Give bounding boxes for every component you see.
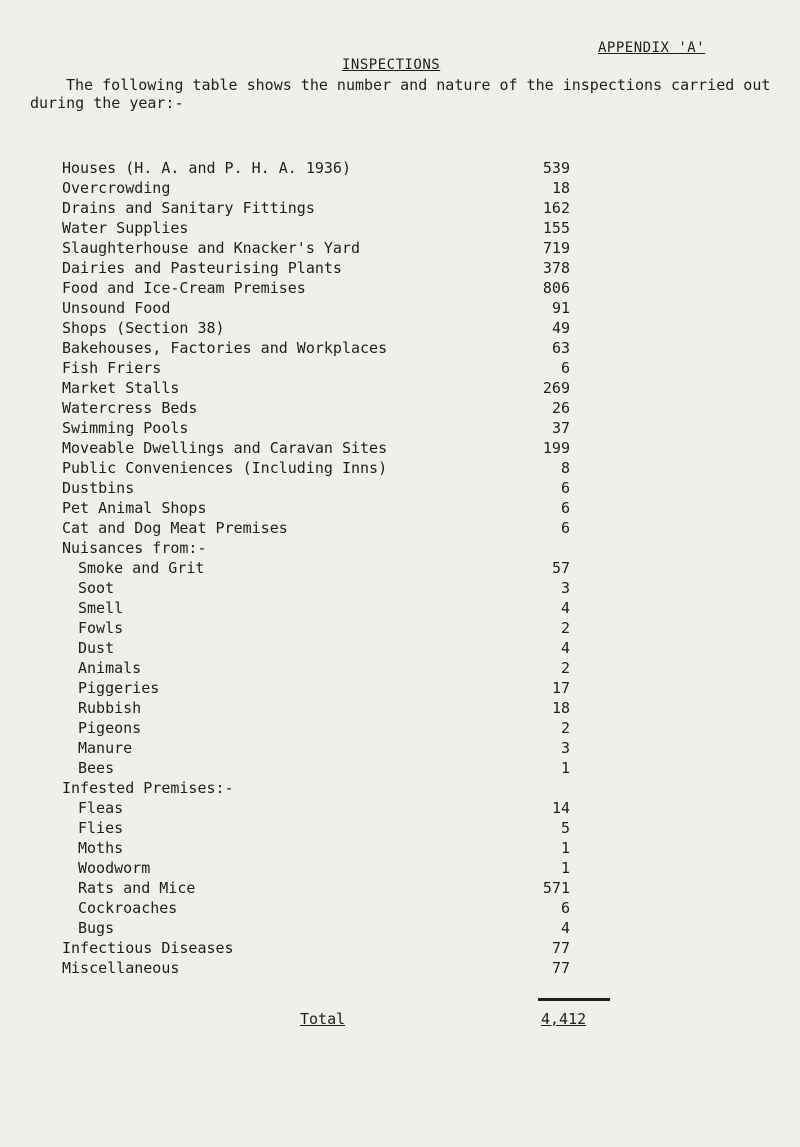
row-value: 1 (560, 839, 570, 857)
row-value: 162 (542, 199, 570, 217)
row-label: Slaughterhouse and Knacker's Yard (62, 239, 361, 257)
table-row (0, 218, 800, 238)
row-label: Smoke and Grit (78, 559, 205, 577)
row-value: 49 (551, 319, 570, 337)
row-label: Public Conveniences (Including Inns) (62, 459, 388, 477)
table-row (0, 738, 800, 758)
row-label: Rubbish (78, 699, 142, 717)
table-row (0, 238, 800, 258)
appendix-heading: APPENDIX 'A' (598, 40, 706, 56)
table-row (0, 358, 800, 378)
row-label: Food and Ice-Cream Premises (62, 279, 306, 297)
row-label: Dust (78, 639, 115, 657)
table-row (0, 778, 800, 798)
row-label: Fleas (78, 799, 124, 817)
inspections-table (0, 158, 800, 978)
table-row (0, 518, 800, 538)
table-row (0, 658, 800, 678)
row-value: 3 (560, 739, 570, 757)
row-value: 571 (542, 879, 570, 897)
row-value: 6 (560, 899, 570, 917)
row-value: 5 (560, 819, 570, 837)
table-row (0, 458, 800, 478)
row-label: Flies (78, 819, 124, 837)
row-value: 2 (560, 719, 570, 737)
row-value: 26 (551, 399, 570, 417)
row-label: Piggeries (78, 679, 160, 697)
row-label: Manure (78, 739, 133, 757)
row-value: 269 (542, 379, 570, 397)
row-value: 155 (542, 219, 570, 237)
row-label: Infectious Diseases (62, 939, 234, 957)
table-row (0, 798, 800, 818)
table-row (0, 378, 800, 398)
row-label: Water Supplies (62, 219, 189, 237)
table-row (0, 338, 800, 358)
table-row (0, 418, 800, 438)
table-row (0, 278, 800, 298)
row-value: 6 (560, 359, 570, 377)
table-row (0, 818, 800, 838)
table-row (0, 158, 800, 178)
row-label: Shops (Section 38) (62, 319, 225, 337)
row-label: Soot (78, 579, 115, 597)
row-value: 4 (560, 919, 570, 937)
row-value: 719 (542, 239, 570, 257)
table-row (0, 478, 800, 498)
row-value: 199 (542, 439, 570, 457)
row-value: 37 (551, 419, 570, 437)
row-value: 17 (551, 679, 570, 697)
row-label: Fowls (78, 619, 124, 637)
row-value: 77 (551, 939, 570, 957)
row-value: 8 (560, 459, 570, 477)
row-label: Cockroaches (78, 899, 178, 917)
total-label: Total (300, 1010, 346, 1028)
table-row (0, 538, 800, 558)
page-title: INSPECTIONS (342, 57, 441, 73)
row-label: Smell (78, 599, 124, 617)
row-value: 2 (560, 619, 570, 637)
row-label: Market Stalls (62, 379, 180, 397)
row-label: Houses (H. A. and P. H. A. 1936) (62, 159, 351, 177)
table-row (0, 958, 800, 978)
row-label: Pet Animal Shops (62, 499, 207, 517)
table-row (0, 318, 800, 338)
table-row (0, 898, 800, 918)
table-row (0, 198, 800, 218)
row-value: 1 (560, 859, 570, 877)
table-row (0, 638, 800, 658)
table-row (0, 558, 800, 578)
table-row (0, 838, 800, 858)
row-value: 14 (551, 799, 570, 817)
row-label: Infested Premises:- (62, 779, 234, 797)
row-value: 4 (560, 599, 570, 617)
row-label: Miscellaneous (62, 959, 180, 977)
row-value: 57 (551, 559, 570, 577)
row-value: 4 (560, 639, 570, 657)
row-label: Animals (78, 659, 142, 677)
total-value: 4,412 (541, 1010, 587, 1028)
row-label: Woodworm (78, 859, 151, 877)
table-row (0, 178, 800, 198)
row-label: Dustbins (62, 479, 135, 497)
table-row (0, 878, 800, 898)
row-value: 63 (551, 339, 570, 357)
table-row (0, 258, 800, 278)
row-label: Bugs (78, 919, 115, 937)
table-row (0, 598, 800, 618)
row-label: Rats and Mice (78, 879, 196, 897)
row-value: 6 (560, 499, 570, 517)
row-value: 77 (551, 959, 570, 977)
row-label: Moveable Dwellings and Caravan Sites (62, 439, 388, 457)
table-row (0, 938, 800, 958)
table-row (0, 698, 800, 718)
row-value: 3 (560, 579, 570, 597)
row-label: Drains and Sanitary Fittings (62, 199, 315, 217)
row-label: Moths (78, 839, 124, 857)
table-row (0, 398, 800, 418)
row-label: Pigeons (78, 719, 142, 737)
intro-paragraph: The following table shows the number and nature of the inspections carried out during the year:- (30, 76, 771, 112)
row-value: 6 (560, 519, 570, 537)
row-label: Swimming Pools (62, 419, 189, 437)
row-value: 806 (542, 279, 570, 297)
table-row (0, 718, 800, 738)
row-value: 91 (551, 299, 570, 317)
table-row (0, 678, 800, 698)
row-label: Dairies and Pasteurising Plants (62, 259, 342, 277)
table-row (0, 858, 800, 878)
row-label: Cat and Dog Meat Premises (62, 519, 288, 537)
table-row (0, 918, 800, 938)
row-label: Bees (78, 759, 115, 777)
table-row (0, 298, 800, 318)
row-label: Overcrowding (62, 179, 171, 197)
total-rule (538, 998, 610, 1001)
row-value: 539 (542, 159, 570, 177)
table-row (0, 618, 800, 638)
row-value: 2 (560, 659, 570, 677)
row-label: Bakehouses, Factories and Workplaces (62, 339, 388, 357)
table-row (0, 758, 800, 778)
row-label: Nuisances from:- (62, 539, 207, 557)
row-value: 378 (542, 259, 570, 277)
row-label: Fish Friers (62, 359, 162, 377)
table-row (0, 578, 800, 598)
table-row (0, 498, 800, 518)
row-value: 18 (551, 179, 570, 197)
row-label: Unsound Food (62, 299, 171, 317)
table-row (0, 438, 800, 458)
row-value: 6 (560, 479, 570, 497)
row-value: 18 (551, 699, 570, 717)
row-value: 1 (560, 759, 570, 777)
row-label: Watercress Beds (62, 399, 198, 417)
